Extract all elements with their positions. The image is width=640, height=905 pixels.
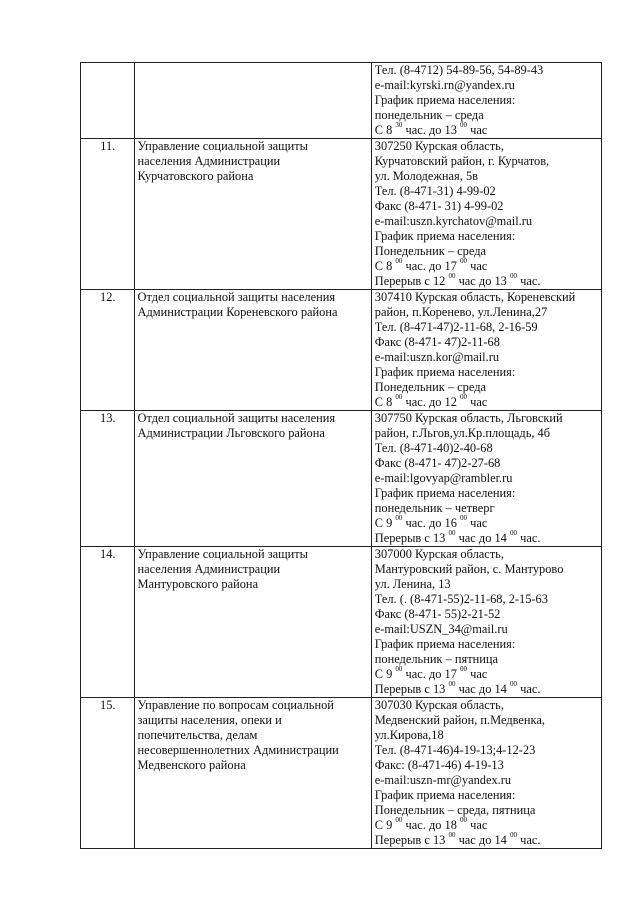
schedule-text: час [467,123,488,137]
contact-info-cell [371,63,601,139]
schedule-hours-line [375,395,599,410]
contact-info-line: Понедельник – среда, пятница [374,803,536,817]
schedule-hours-line [375,274,599,289]
contact-info-line: График приема населения: [374,637,516,651]
contact-info-cell [371,547,601,698]
organization-name-line: Отдел социальной защиты населения [137,411,336,425]
schedule-text: С 8 [374,123,396,137]
contact-info-line: район, г.Льгов,ул.Кр.площадь, 4б [374,426,551,440]
schedule-text: час. до 13 [402,123,461,137]
organization-name-line: населения Администрации [137,562,281,576]
contact-info-line: Тел. (. (8-471-55)2-11-68, 2-15-63 [374,592,548,606]
contact-info-line: Факс (8-471- 47)2-27-68 [374,456,501,470]
table-row [81,411,602,547]
table-row [81,698,602,849]
schedule-text: С 8 [374,259,396,273]
contact-info-line: e-mail:uszn.kor@mail.ru [374,350,500,364]
contact-info-line: понедельник – среда [374,108,484,122]
minutes-superscript: 00 [460,257,468,265]
table-row [81,63,602,139]
contact-info-line: ул. Ленина, 13 [374,577,451,591]
organization-name-line: Управление по вопросам социальной [137,698,334,712]
contact-info-line: 307410 Курская область, Кореневский [374,290,576,304]
minutes-superscript: 00 [460,121,468,129]
schedule-text: С 8 [374,395,396,409]
schedule-text: час. [516,833,541,847]
contact-info-cell [371,698,601,849]
row-number: 11. [81,139,135,290]
schedule-text: С 9 [374,516,396,530]
contact-info-cell [371,411,601,547]
row-number: 14. [81,547,135,698]
schedule-hours-line [375,818,599,833]
minutes-superscript: 00 [509,529,517,537]
organization-name-cell [134,698,371,849]
schedule-text: час. до 17 [402,259,461,273]
schedule-text: час. [516,274,541,288]
schedule-hours-line [375,516,599,531]
contact-info-line: Понедельник – среда [374,244,487,258]
schedule-text: час до 13 [455,274,510,288]
schedule-text: Перерыв с 13 [374,682,449,696]
organization-name-line: Медвенского района [137,758,246,772]
contact-info-line: Факс (8-471- 47)2-11-68 [374,335,500,349]
organization-name-line: попечительства, делам [137,728,258,742]
contact-info-line: График приема населения: [374,229,516,243]
contact-info-line: понедельник – четверг [374,501,495,515]
schedule-text: Перерыв с 13 [374,833,449,847]
schedule-text: час. до 17 [402,667,461,681]
minutes-superscript: 00 [460,514,468,522]
minutes-superscript: 00 [395,665,403,673]
schedule-hours-line [375,833,599,848]
contact-info-line: График приема населения: [374,788,516,802]
contact-info-line: Мантуровский район, с. Мантурово [374,562,564,576]
schedule-text: час [467,667,488,681]
schedule-text: час [467,516,488,530]
schedule-text: С 9 [374,818,396,832]
contact-info-line: e-mail:lgovyap@rambler.ru [374,471,513,485]
contact-info-line: График приема населения: [374,93,516,107]
organization-name-cell [134,139,371,290]
row-number: 15. [81,698,135,849]
schedule-text: С 9 [374,667,396,681]
contact-info-line: Факс (8-471- 55)2-21-52 [374,607,501,621]
schedule-hours-line [375,123,599,138]
contact-info-line: Тел. (8-471-31) 4-99-02 [374,184,496,198]
contact-info-line: График приема населения: [374,365,516,379]
contact-info-line: Понедельник – среда [374,380,487,394]
contact-info-line: Тел. (8-471-40)2-40-68 [374,441,493,455]
minutes-superscript: 00 [448,680,456,688]
minutes-superscript: 00 [509,680,517,688]
row-number [81,63,135,139]
schedule-text: час до 14 [455,682,510,696]
schedule-text: час. [516,531,541,545]
schedule-text: Перерыв с 12 [374,274,449,288]
organization-name-line: Администрации Кореневского района [137,305,338,319]
table-row [81,139,602,290]
contacts-table [80,62,602,849]
organization-name-line: Отдел социальной защиты населения [137,290,336,304]
organization-name-cell [134,411,371,547]
table-row [81,547,602,698]
contact-info-line: Факс: (8-471-46) 4-19-13 [374,758,504,772]
contact-info-line: e-mail:USZN_34@mail.ru [374,622,508,636]
organization-name-line: населения Администрации [137,154,281,168]
organization-name-line: Курчатовского района [137,169,254,183]
contact-info-line: Курчатовский район, г. Курчатов, [374,154,550,168]
schedule-text: Перерыв с 13 [374,531,449,545]
schedule-text: час [467,818,488,832]
contact-info-line: район, п.Коренево, ул.Ленина,27 [374,305,548,319]
minutes-superscript: 00 [460,816,468,824]
contact-info-line: ул. Молодежная, 5в [374,169,478,183]
contact-info-line: e-mail:uszn-mr@yandex.ru [374,773,512,787]
schedule-hours-line [375,667,599,682]
schedule-text: час. до 16 [402,516,461,530]
minutes-superscript: 30 [395,121,403,129]
contacts-table-body [81,63,602,849]
schedule-text: час. [516,682,541,696]
organization-name-cell [134,63,371,139]
minutes-superscript: 00 [395,393,403,401]
contact-info-line: 307750 Курская область, Льговский [374,411,563,425]
schedule-text: час [467,395,488,409]
organization-name-line: защиты населения, опеки и [137,713,282,727]
row-number: 12. [81,290,135,411]
contact-info-line: e-mail:uszn.kyrchatov@mail.ru [374,214,533,228]
organization-name-cell [134,290,371,411]
minutes-superscript: 00 [395,514,403,522]
minutes-superscript: 00 [448,529,456,537]
contact-info-line: Тел. (8-4712) 54-89-56, 54-89-43 [374,63,544,77]
schedule-hours-line [375,682,599,697]
contact-info-line: понедельник – пятница [374,652,499,666]
schedule-text: час. до 18 [402,818,461,832]
contact-info-line: Факс (8-471- 31) 4-99-02 [374,199,504,213]
minutes-superscript: 00 [460,393,468,401]
organization-name-line: Мантуровского района [137,577,259,591]
contact-info-line: Медвенский район, п.Медвенка, [374,713,545,727]
contact-info-line: 307250 Курская область, [374,139,504,153]
minutes-superscript: 00 [509,831,517,839]
organization-name-line: Администрации Льговского района [137,426,325,440]
contact-info-line: 307030 Курская область, [374,698,504,712]
schedule-hours-line [375,531,599,546]
schedule-text: час [467,259,488,273]
schedule-text: час до 14 [455,833,510,847]
organization-name-line: Управление социальной защиты [137,547,308,561]
row-number: 13. [81,411,135,547]
minutes-superscript: 00 [460,665,468,673]
contact-info-line: e-mail:kyrski.rn@yandex.ru [374,78,515,92]
schedule-text: час. до 12 [402,395,461,409]
minutes-superscript: 00 [395,257,403,265]
contact-info-line: Тел. (8-471-47)2-11-68, 2-16-59 [374,320,538,334]
organization-name-cell [134,547,371,698]
minutes-superscript: 00 [395,816,403,824]
contact-info-cell [371,139,601,290]
organization-name-line: Управление социальной защиты [137,139,308,153]
contact-info-line: Тел. (8-471-46)4-19-13;4-12-23 [374,743,536,757]
table-row [81,290,602,411]
contact-info-line: График приема населения: [374,486,516,500]
schedule-hours-line [375,259,599,274]
schedule-text: час до 14 [455,531,510,545]
minutes-superscript: 00 [509,272,517,280]
organization-name-line: несовершеннолетних Администрации [137,743,339,757]
contact-info-cell [371,290,601,411]
contact-info-line: 307000 Курская область, [374,547,504,561]
minutes-superscript: 00 [448,272,456,280]
contact-info-line: ул.Кирова,18 [374,728,444,742]
minutes-superscript: 00 [448,831,456,839]
